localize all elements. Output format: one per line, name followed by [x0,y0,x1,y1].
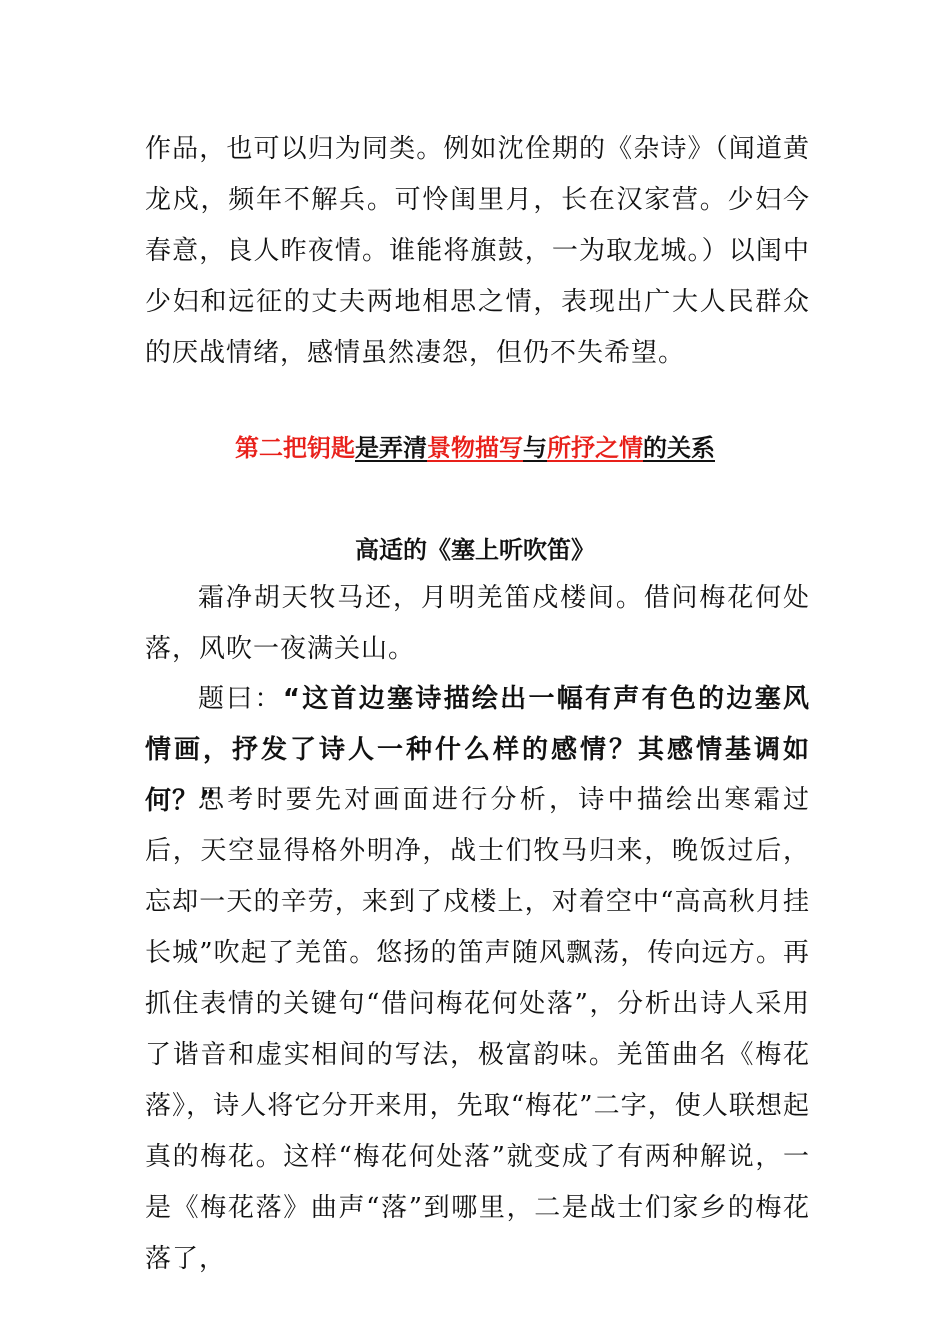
heading-text-1: 是弄清 [355,434,427,462]
heading-text-3: 的关系 [643,434,715,462]
heading-emotion: 所抒之情 [547,434,643,462]
poem-title: 高适的《塞上听吹笛》 [355,536,595,564]
heading-scenery: 景物描写 [427,434,523,462]
heading-key-phrase: 第二把钥匙 [235,434,355,462]
question-label: 题曰： [198,684,283,714]
question-text: “这首边塞诗描绘出一幅有声有色的边塞风情画，抒发了诗人一种什么样的感情？其感情基调如何？” [145,684,810,816]
analysis-paragraph: 思考时要先对画面进行分析，诗中描绘出寒霜过后，天空显得格外明净，战士们牧马归来，晚饭过后，忘却一天的辛劳，来到了戍楼上，对着空中“高高秋月挂长城”吹起了羌笛。悠扬的笛声随风飘荡，传向远方。再抓住表情的关键句“借问梅花何处落”，分析出诗人采用了谐音和虚实相间的写法，极富韵味。羌笛曲名《梅花落》，诗人将它分开来用，先取“梅花”二字，使人联想起真的梅花。这样“梅花何处落”就变成了有两种解说，一是《梅花落》曲声“落”到哪里，二是战士们家乡的梅花落了， [145,785,810,1274]
paragraph-intro: 作品，也可以归为同类。例如沈佺期的《杂诗》（闻道黄龙戍，频年不解兵。可怜闺里月，长在汉家营。少妇今春意，良人昨夜情。谁能将旗鼓，一为取龙城。）以闺中少妇和远征的丈夫两地相思之情，表现出广大人民群众的厌战情绪，感情虽然凄怨，但仍不失希望。 [145,134,810,368]
section-heading [0,428,950,468]
heading-text-2: 与 [523,434,547,462]
poem-text: 霜净胡天牧马还，月明羌笛戍楼间。借问梅花何处落，风吹一夜满关山。 [145,583,810,664]
